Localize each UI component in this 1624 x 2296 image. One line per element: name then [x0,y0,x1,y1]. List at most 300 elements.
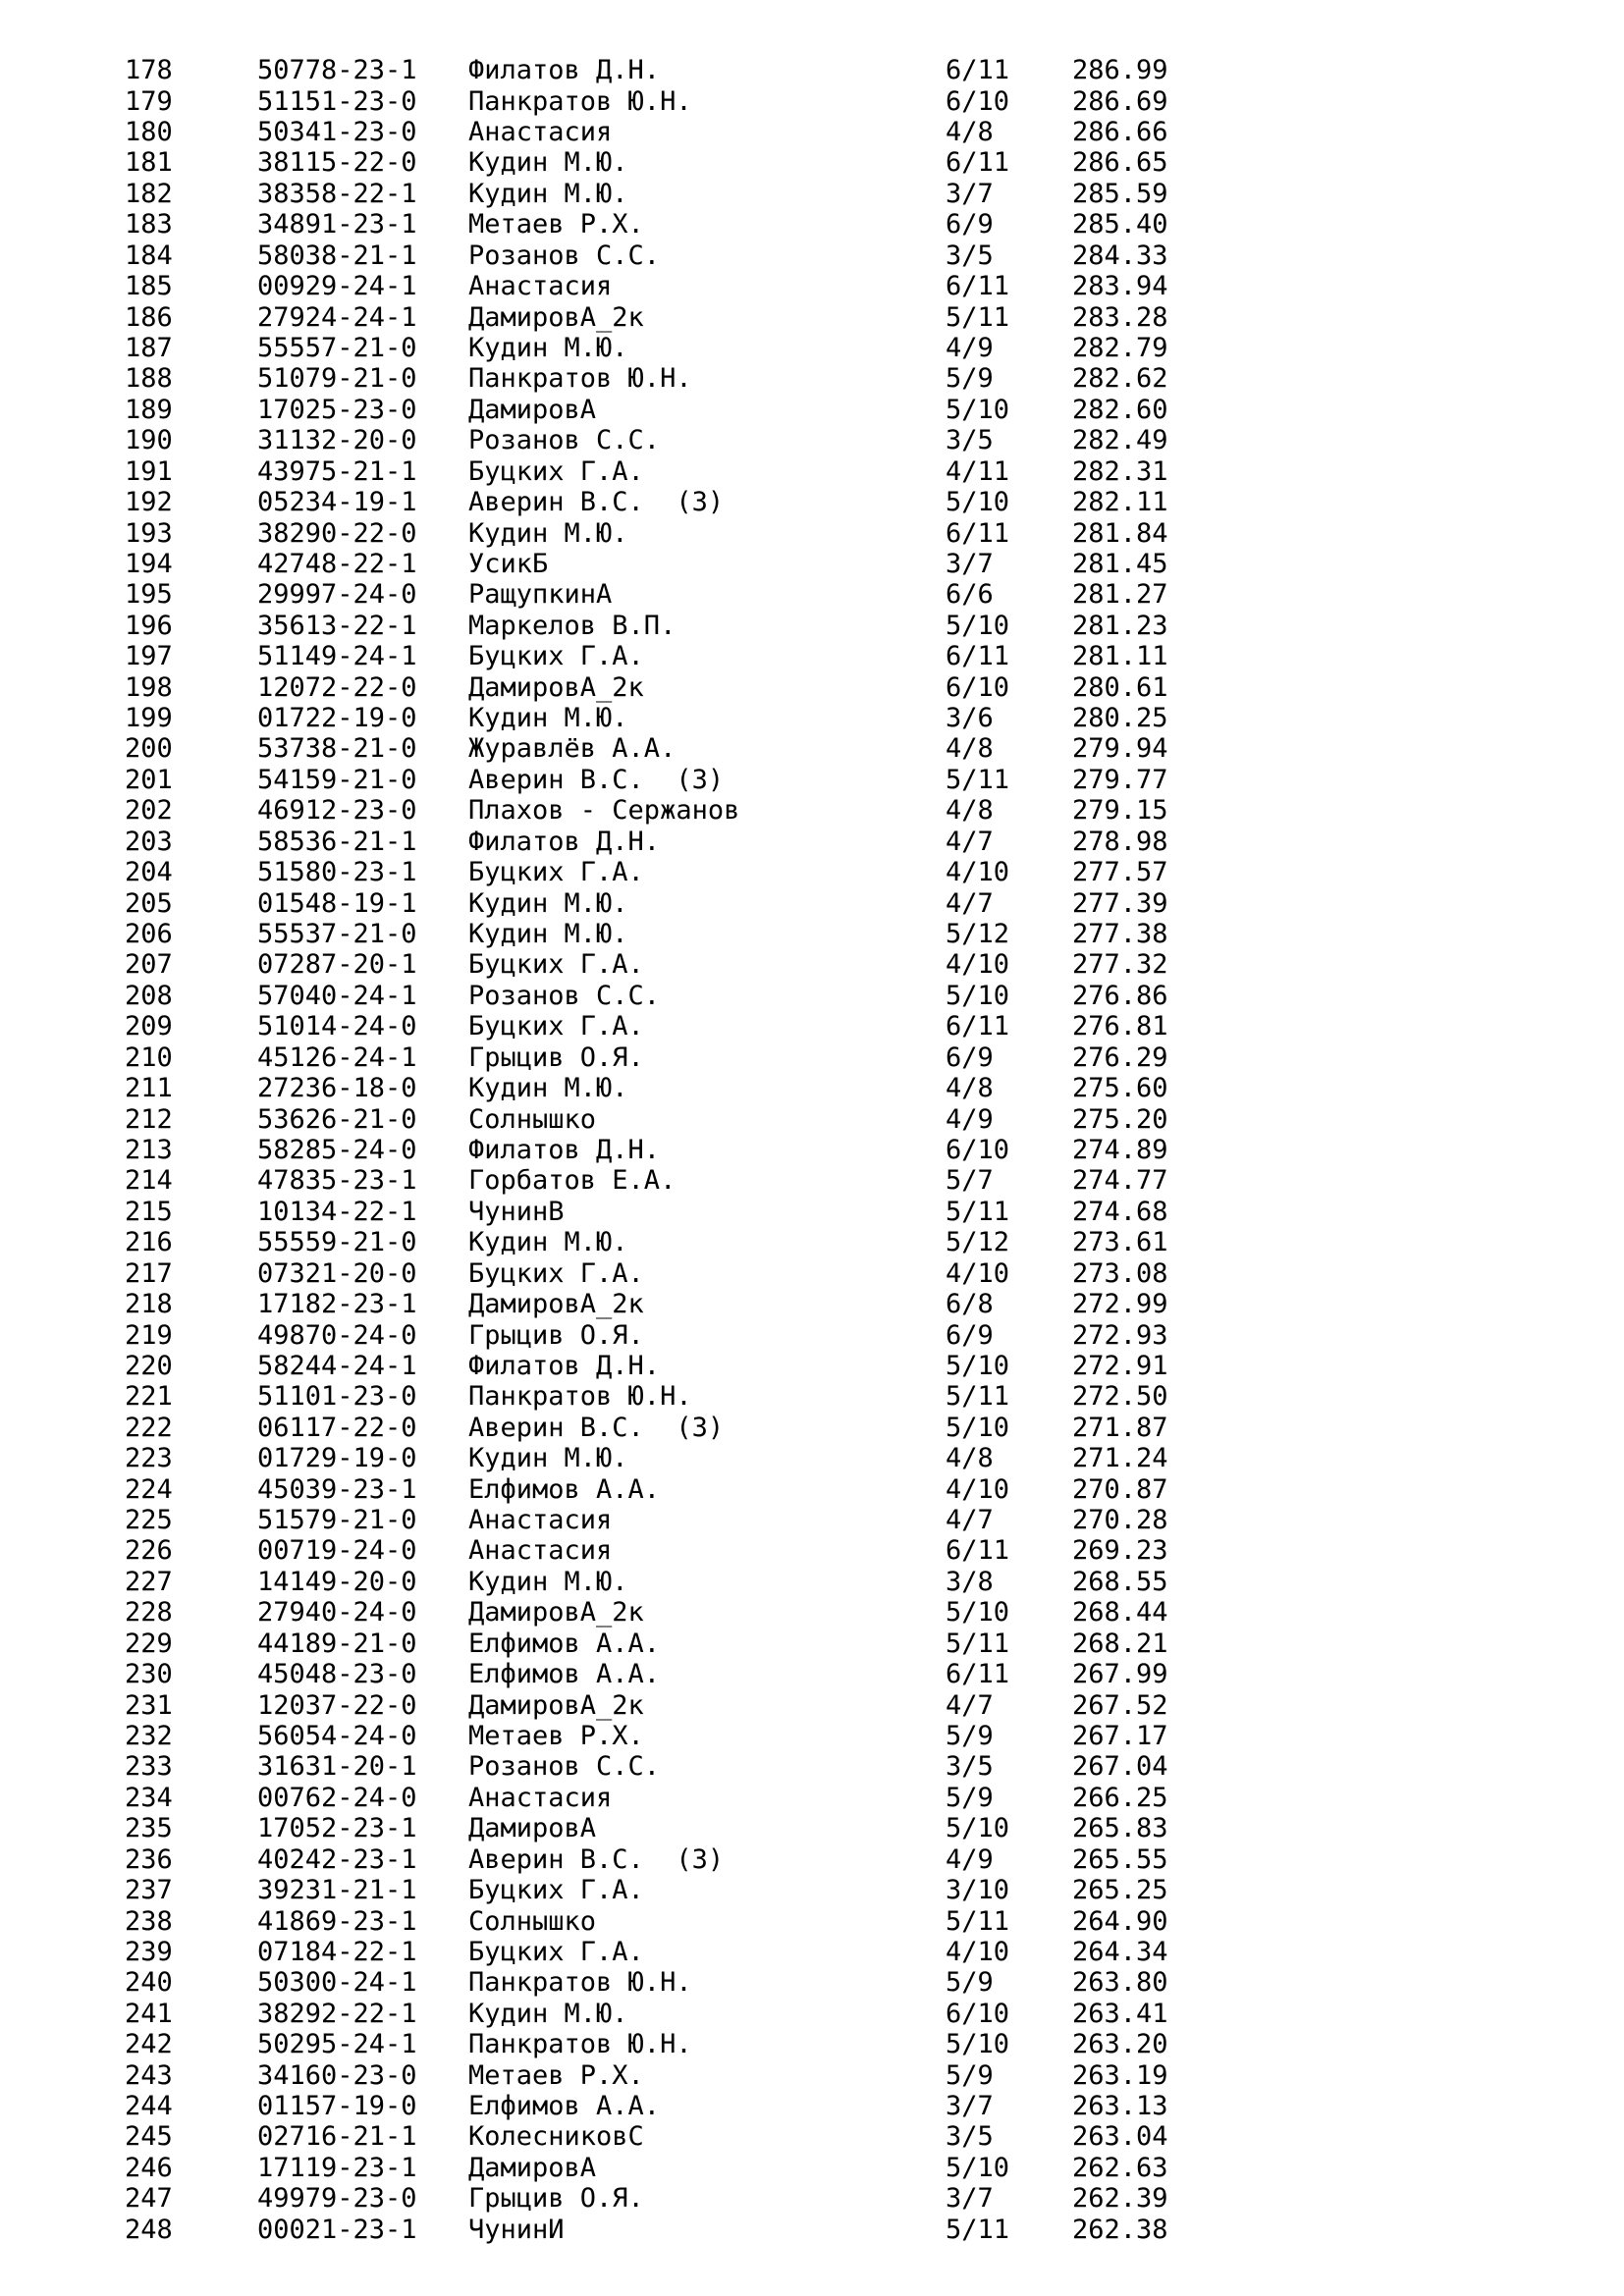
name-cell: Кудин М.Ю. [468,1443,628,1474]
name-cell: ДамировА_2к [468,1689,644,1721]
rank-cell: 206 [125,919,173,950]
entry-code-cell: 10134-22-1 [257,1196,417,1227]
rating-cell: 268.44 [1072,1597,1168,1629]
table-row [0,487,1624,517]
rank-cell: 211 [125,1073,173,1104]
entry-code-cell: 17182-23-1 [257,1289,417,1320]
entry-code-cell: 51580-23-1 [257,857,417,888]
entry-code-cell: 58038-21-1 [257,240,417,271]
rating-cell: 283.94 [1072,271,1168,302]
entry-code-cell: 51101-23-0 [257,1381,417,1413]
result-cell: 5/10 [946,487,1010,518]
result-cell: 4/7 [946,887,994,919]
result-cell: 4/8 [946,117,994,148]
result-cell: 3/7 [946,2183,994,2215]
rating-cell: 262.63 [1072,2152,1168,2183]
rank-cell: 218 [125,1289,173,1320]
name-cell: ДамировА_2к [468,1289,644,1320]
entry-code-cell: 51579-21-0 [257,1505,417,1536]
entry-code-cell: 55557-21-0 [257,333,417,363]
name-cell: Солнышко [468,1103,597,1135]
name-cell: Панкратов Ю.Н. [468,1967,692,1999]
rating-cell: 268.21 [1072,1628,1168,1659]
rating-cell: 277.57 [1072,857,1168,888]
rating-cell: 273.08 [1072,1257,1168,1289]
entry-code-cell: 49979-23-0 [257,2183,417,2215]
name-cell: Анастасия [468,271,613,302]
rank-cell: 190 [125,425,173,456]
name-cell: Буцких Г.А. [468,1011,644,1042]
result-cell: 3/8 [946,1566,994,1597]
name-cell: Кудин М.Ю. [468,919,628,950]
rank-cell: 230 [125,1659,173,1690]
rating-cell: 274.77 [1072,1165,1168,1197]
rank-cell: 189 [125,394,173,425]
name-cell: Буцких Г.А. [468,1257,644,1289]
name-cell: Розанов С.С. [468,980,661,1011]
name-cell: Буцких Г.А. [468,857,644,888]
entry-code-cell: 31132-20-0 [257,425,417,456]
entry-code-cell: 34160-23-0 [257,2059,417,2091]
result-cell: 6/6 [946,579,994,611]
rating-cell: 263.41 [1072,1998,1168,2029]
name-cell: Анастасия [468,117,613,148]
entry-code-cell: 41869-23-1 [257,1905,417,1937]
name-cell: Аверин В.С. (З) [468,487,725,518]
rank-cell: 243 [125,2059,173,2091]
rating-cell: 265.83 [1072,1813,1168,1844]
name-cell: Кудин М.Ю. [468,1227,628,1258]
table-row [0,1227,1624,1257]
rating-cell: 274.68 [1072,1196,1168,1227]
table-row [0,1413,1624,1443]
ranking-list [0,55,1624,2245]
table-row [0,1103,1624,1134]
table-row [0,733,1624,764]
result-cell: 4/8 [946,733,994,765]
result-cell: 5/10 [946,1813,1010,1844]
rank-cell: 225 [125,1505,173,1536]
rating-cell: 272.99 [1072,1289,1168,1320]
table-row [0,1473,1624,1504]
rank-cell: 239 [125,1936,173,1967]
result-cell: 4/11 [946,455,1010,487]
table-row [0,1197,1624,1227]
rating-cell: 282.11 [1072,487,1168,518]
result-cell: 4/7 [946,1689,994,1721]
table-row [0,425,1624,455]
table-row [0,2091,1624,2121]
rating-cell: 279.15 [1072,795,1168,827]
rating-cell: 285.40 [1072,209,1168,240]
table-row [0,1011,1624,1041]
rating-cell: 263.13 [1072,2091,1168,2122]
rank-cell: 224 [125,1473,173,1505]
table-row [0,2029,1624,2059]
result-cell: 5/12 [946,1227,1010,1258]
table-row [0,795,1624,826]
name-cell: Анастасия [468,1505,613,1536]
entry-code-cell: 55559-21-0 [257,1227,417,1258]
rank-cell: 217 [125,1257,173,1289]
rank-cell: 207 [125,949,173,981]
result-cell: 6/9 [946,209,994,240]
result-cell: 5/9 [946,1782,994,1813]
table-row [0,1567,1624,1597]
result-cell: 4/9 [946,333,994,363]
rank-cell: 182 [125,178,173,209]
result-cell: 4/9 [946,1843,994,1875]
result-cell: 5/9 [946,1967,994,1999]
result-cell: 6/10 [946,1998,1010,2029]
rating-cell: 267.17 [1072,1720,1168,1751]
result-cell: 3/7 [946,548,994,579]
table-row [0,333,1624,363]
rank-cell: 231 [125,1689,173,1721]
table-row [0,1813,1624,1843]
name-cell: Буцких Г.А. [468,455,644,487]
rating-cell: 272.93 [1072,1319,1168,1351]
rank-cell: 236 [125,1843,173,1875]
result-cell: 4/10 [946,857,1010,888]
entry-code-cell: 53626-21-0 [257,1103,417,1135]
name-cell: Панкратов Ю.Н. [468,1381,692,1413]
rank-cell: 192 [125,487,173,518]
name-cell: Елфимов А.А. [468,1659,661,1690]
rating-cell: 262.39 [1072,2183,1168,2215]
result-cell: 5/11 [946,1196,1010,1227]
result-cell: 6/11 [946,271,1010,302]
rating-cell: 263.19 [1072,2059,1168,2091]
result-cell: 5/11 [946,764,1010,795]
rating-cell: 282.49 [1072,425,1168,456]
entry-code-cell: 05234-19-1 [257,487,417,518]
entry-code-cell: 46912-23-0 [257,795,417,827]
rank-cell: 228 [125,1597,173,1629]
rating-cell: 279.94 [1072,733,1168,765]
name-cell: Буцких Г.А. [468,949,644,981]
entry-code-cell: 58244-24-1 [257,1350,417,1381]
result-cell: 5/11 [946,1628,1010,1659]
name-cell: ДамировА_2к [468,301,644,333]
name-cell: Грыцив О.Я. [468,2183,644,2215]
name-cell: Филатов Д.Н. [468,55,661,86]
entry-code-cell: 31631-20-1 [257,1751,417,1783]
table-row [0,1505,1624,1535]
rank-cell: 187 [125,333,173,363]
name-cell: ЧунинВ [468,1196,565,1227]
name-cell: Панкратов Ю.Н. [468,2029,692,2060]
rank-cell: 194 [125,548,173,579]
table-row [0,209,1624,240]
result-cell: 5/10 [946,2152,1010,2183]
name-cell: Солнышко [468,1905,597,1937]
entry-code-cell: 12037-22-0 [257,1689,417,1721]
table-row [0,363,1624,394]
rating-cell: 270.87 [1072,1473,1168,1505]
entry-code-cell: 38290-22-0 [257,517,417,549]
rating-cell: 266.25 [1072,1782,1168,1813]
entry-code-cell: 58536-21-1 [257,826,417,857]
result-cell: 6/11 [946,641,1010,672]
entry-code-cell: 07287-20-1 [257,949,417,981]
rating-cell: 276.81 [1072,1011,1168,1042]
rank-cell: 235 [125,1813,173,1844]
name-cell: РащупкинА [468,579,613,611]
rank-cell: 227 [125,1566,173,1597]
rating-cell: 264.90 [1072,1905,1168,1937]
entry-code-cell: 07321-20-0 [257,1257,417,1289]
table-row [0,1165,1624,1196]
entry-code-cell: 43975-21-1 [257,455,417,487]
rank-cell: 199 [125,703,173,734]
rank-cell: 238 [125,1905,173,1937]
result-cell: 4/10 [946,1936,1010,1967]
rank-cell: 210 [125,1041,173,1073]
entry-code-cell: 50778-23-1 [257,55,417,86]
rank-cell: 193 [125,517,173,549]
rating-cell: 271.24 [1072,1443,1168,1474]
result-cell: 4/10 [946,949,1010,981]
result-cell: 5/11 [946,1381,1010,1413]
rank-cell: 204 [125,857,173,888]
name-cell: Панкратов Ю.Н. [468,85,692,117]
table-row [0,1319,1624,1350]
rank-cell: 188 [125,363,173,395]
rank-cell: 216 [125,1227,173,1258]
entry-code-cell: 01548-19-1 [257,887,417,919]
table-row [0,1629,1624,1659]
result-cell: 5/10 [946,1350,1010,1381]
rating-cell: 263.04 [1072,2121,1168,2153]
table-row [0,2183,1624,2214]
name-cell: Плахов - Сержанов [468,795,740,827]
rating-cell: 265.55 [1072,1843,1168,1875]
entry-code-cell: 40242-23-1 [257,1843,417,1875]
table-row [0,1443,1624,1473]
result-cell: 3/5 [946,2121,994,2153]
table-row [0,671,1624,702]
entry-code-cell: 54159-21-0 [257,764,417,795]
result-cell: 6/9 [946,1319,994,1351]
rating-cell: 286.66 [1072,117,1168,148]
result-cell: 5/9 [946,1720,994,1751]
name-cell: Кудин М.Ю. [468,333,628,363]
rank-cell: 234 [125,1782,173,1813]
entry-code-cell: 29997-24-0 [257,579,417,611]
table-row [0,301,1624,332]
rating-cell: 276.86 [1072,980,1168,1011]
table-row [0,1999,1624,2029]
name-cell: Грыцив О.Я. [468,1041,644,1073]
result-cell: 3/10 [946,1875,1010,1906]
table-row [0,117,1624,147]
entry-code-cell: 00719-24-0 [257,1535,417,1567]
name-cell: Грыцив О.Я. [468,1319,644,1351]
table-row [0,1721,1624,1751]
rank-cell: 237 [125,1875,173,1906]
name-cell: ДамировА_2к [468,1597,644,1629]
name-cell: Метаев Р.Х. [468,2059,644,2091]
rating-cell: 282.79 [1072,333,1168,363]
table-row [0,611,1624,641]
rating-cell: 267.99 [1072,1659,1168,1690]
result-cell: 3/7 [946,2091,994,2122]
rank-cell: 232 [125,1720,173,1751]
table-row [0,240,1624,271]
rating-cell: 281.84 [1072,517,1168,549]
rating-cell: 279.77 [1072,764,1168,795]
entry-code-cell: 00021-23-1 [257,2214,417,2245]
rating-cell: 270.28 [1072,1505,1168,1536]
entry-code-cell: 17025-23-0 [257,394,417,425]
rating-cell: 286.65 [1072,147,1168,179]
rating-cell: 282.31 [1072,455,1168,487]
entry-code-cell: 51151-23-0 [257,85,417,117]
entry-code-cell: 57040-24-1 [257,980,417,1011]
rank-cell: 247 [125,2183,173,2215]
table-row [0,827,1624,857]
result-cell: 6/8 [946,1289,994,1320]
name-cell: Кудин М.Ю. [468,147,628,179]
name-cell: Филатов Д.Н. [468,1134,661,1165]
name-cell: Кудин М.Ю. [468,178,628,209]
entry-code-cell: 39231-21-1 [257,1875,417,1906]
name-cell: Горбатов Е.А. [468,1165,677,1197]
table-row [0,1875,1624,1905]
table-row [0,1689,1624,1720]
rating-cell: 285.59 [1072,178,1168,209]
rating-cell: 280.25 [1072,703,1168,734]
name-cell: ДамировА [468,1813,597,1844]
entry-code-cell: 47835-23-1 [257,1165,417,1197]
entry-code-cell: 45039-23-1 [257,1473,417,1505]
rating-cell: 275.20 [1072,1103,1168,1135]
entry-code-cell: 58285-24-0 [257,1134,417,1165]
entry-code-cell: 50341-23-0 [257,117,417,148]
entry-code-cell: 45126-24-1 [257,1041,417,1073]
entry-code-cell: 01157-19-0 [257,2091,417,2122]
rating-cell: 283.28 [1072,301,1168,333]
result-cell: 3/5 [946,1751,994,1783]
entry-code-cell: 17119-23-1 [257,2152,417,2183]
table-row [0,1351,1624,1381]
result-cell: 5/10 [946,1412,1010,1443]
table-row [0,147,1624,178]
rank-cell: 197 [125,641,173,672]
name-cell: Елфимов А.А. [468,2091,661,2122]
rank-cell: 244 [125,2091,173,2122]
entry-code-cell: 27940-24-0 [257,1597,417,1629]
entry-code-cell: 56054-24-0 [257,1720,417,1751]
result-cell: 3/5 [946,425,994,456]
table-row [0,857,1624,887]
result-cell: 3/6 [946,703,994,734]
name-cell: Елфимов А.А. [468,1473,661,1505]
result-cell: 6/10 [946,671,1010,703]
entry-code-cell: 50300-24-1 [257,1967,417,1999]
rank-cell: 229 [125,1628,173,1659]
result-cell: 4/7 [946,1505,994,1536]
name-cell: Розанов С.С. [468,425,661,456]
rating-cell: 286.69 [1072,85,1168,117]
table-row [0,1967,1624,1998]
name-cell: Метаев Р.Х. [468,209,644,240]
name-cell: Панкратов Ю.Н. [468,363,692,395]
rank-cell: 184 [125,240,173,271]
name-cell: Аверин В.С. (З) [468,764,725,795]
rating-cell: 263.80 [1072,1967,1168,1999]
name-cell: ДамировА [468,2152,597,2183]
table-row [0,179,1624,209]
result-cell: 6/10 [946,85,1010,117]
rating-cell: 278.98 [1072,826,1168,857]
rank-cell: 180 [125,117,173,148]
rank-cell: 222 [125,1412,173,1443]
rating-cell: 269.23 [1072,1535,1168,1567]
table-row [0,1135,1624,1165]
result-cell: 6/10 [946,1134,1010,1165]
name-cell: Розанов С.С. [468,1751,661,1783]
rank-cell: 198 [125,671,173,703]
result-cell: 6/11 [946,1535,1010,1567]
table-row [0,549,1624,579]
table-row [0,949,1624,980]
rating-cell: 277.39 [1072,887,1168,919]
rating-cell: 263.20 [1072,2029,1168,2060]
rating-cell: 265.25 [1072,1875,1168,1906]
entry-code-cell: 14149-20-0 [257,1566,417,1597]
entry-code-cell: 53738-21-0 [257,733,417,765]
rating-cell: 281.45 [1072,548,1168,579]
entry-code-cell: 27236-18-0 [257,1073,417,1104]
name-cell: Аверин В.С. (З) [468,1412,725,1443]
table-row [0,85,1624,116]
entry-code-cell: 06117-22-0 [257,1412,417,1443]
name-cell: Кудин М.Ю. [468,703,628,734]
rank-cell: 213 [125,1134,173,1165]
entry-code-cell: 35613-22-1 [257,610,417,641]
rank-cell: 208 [125,980,173,1011]
table-row [0,1289,1624,1319]
table-row [0,2215,1624,2245]
entry-code-cell: 55537-21-0 [257,919,417,950]
table-row [0,55,1624,85]
rating-cell: 267.04 [1072,1751,1168,1783]
result-cell: 5/9 [946,363,994,395]
rank-cell: 233 [125,1751,173,1783]
table-row [0,271,1624,301]
name-cell: Филатов Д.Н. [468,826,661,857]
entry-code-cell: 38115-22-0 [257,147,417,179]
rank-cell: 215 [125,1196,173,1227]
entry-code-cell: 27924-24-1 [257,301,417,333]
name-cell: Филатов Д.Н. [468,1350,661,1381]
entry-code-cell: 12072-22-0 [257,671,417,703]
rank-cell: 205 [125,887,173,919]
table-row [0,919,1624,949]
name-cell: УсикБ [468,548,549,579]
result-cell: 4/10 [946,1257,1010,1289]
result-cell: 5/10 [946,980,1010,1011]
rank-cell: 248 [125,2214,173,2245]
result-cell: 6/11 [946,55,1010,86]
name-cell: Елфимов А.А. [468,1628,661,1659]
table-row [0,579,1624,610]
rating-cell: 286.99 [1072,55,1168,86]
rank-cell: 179 [125,85,173,117]
rank-cell: 202 [125,795,173,827]
